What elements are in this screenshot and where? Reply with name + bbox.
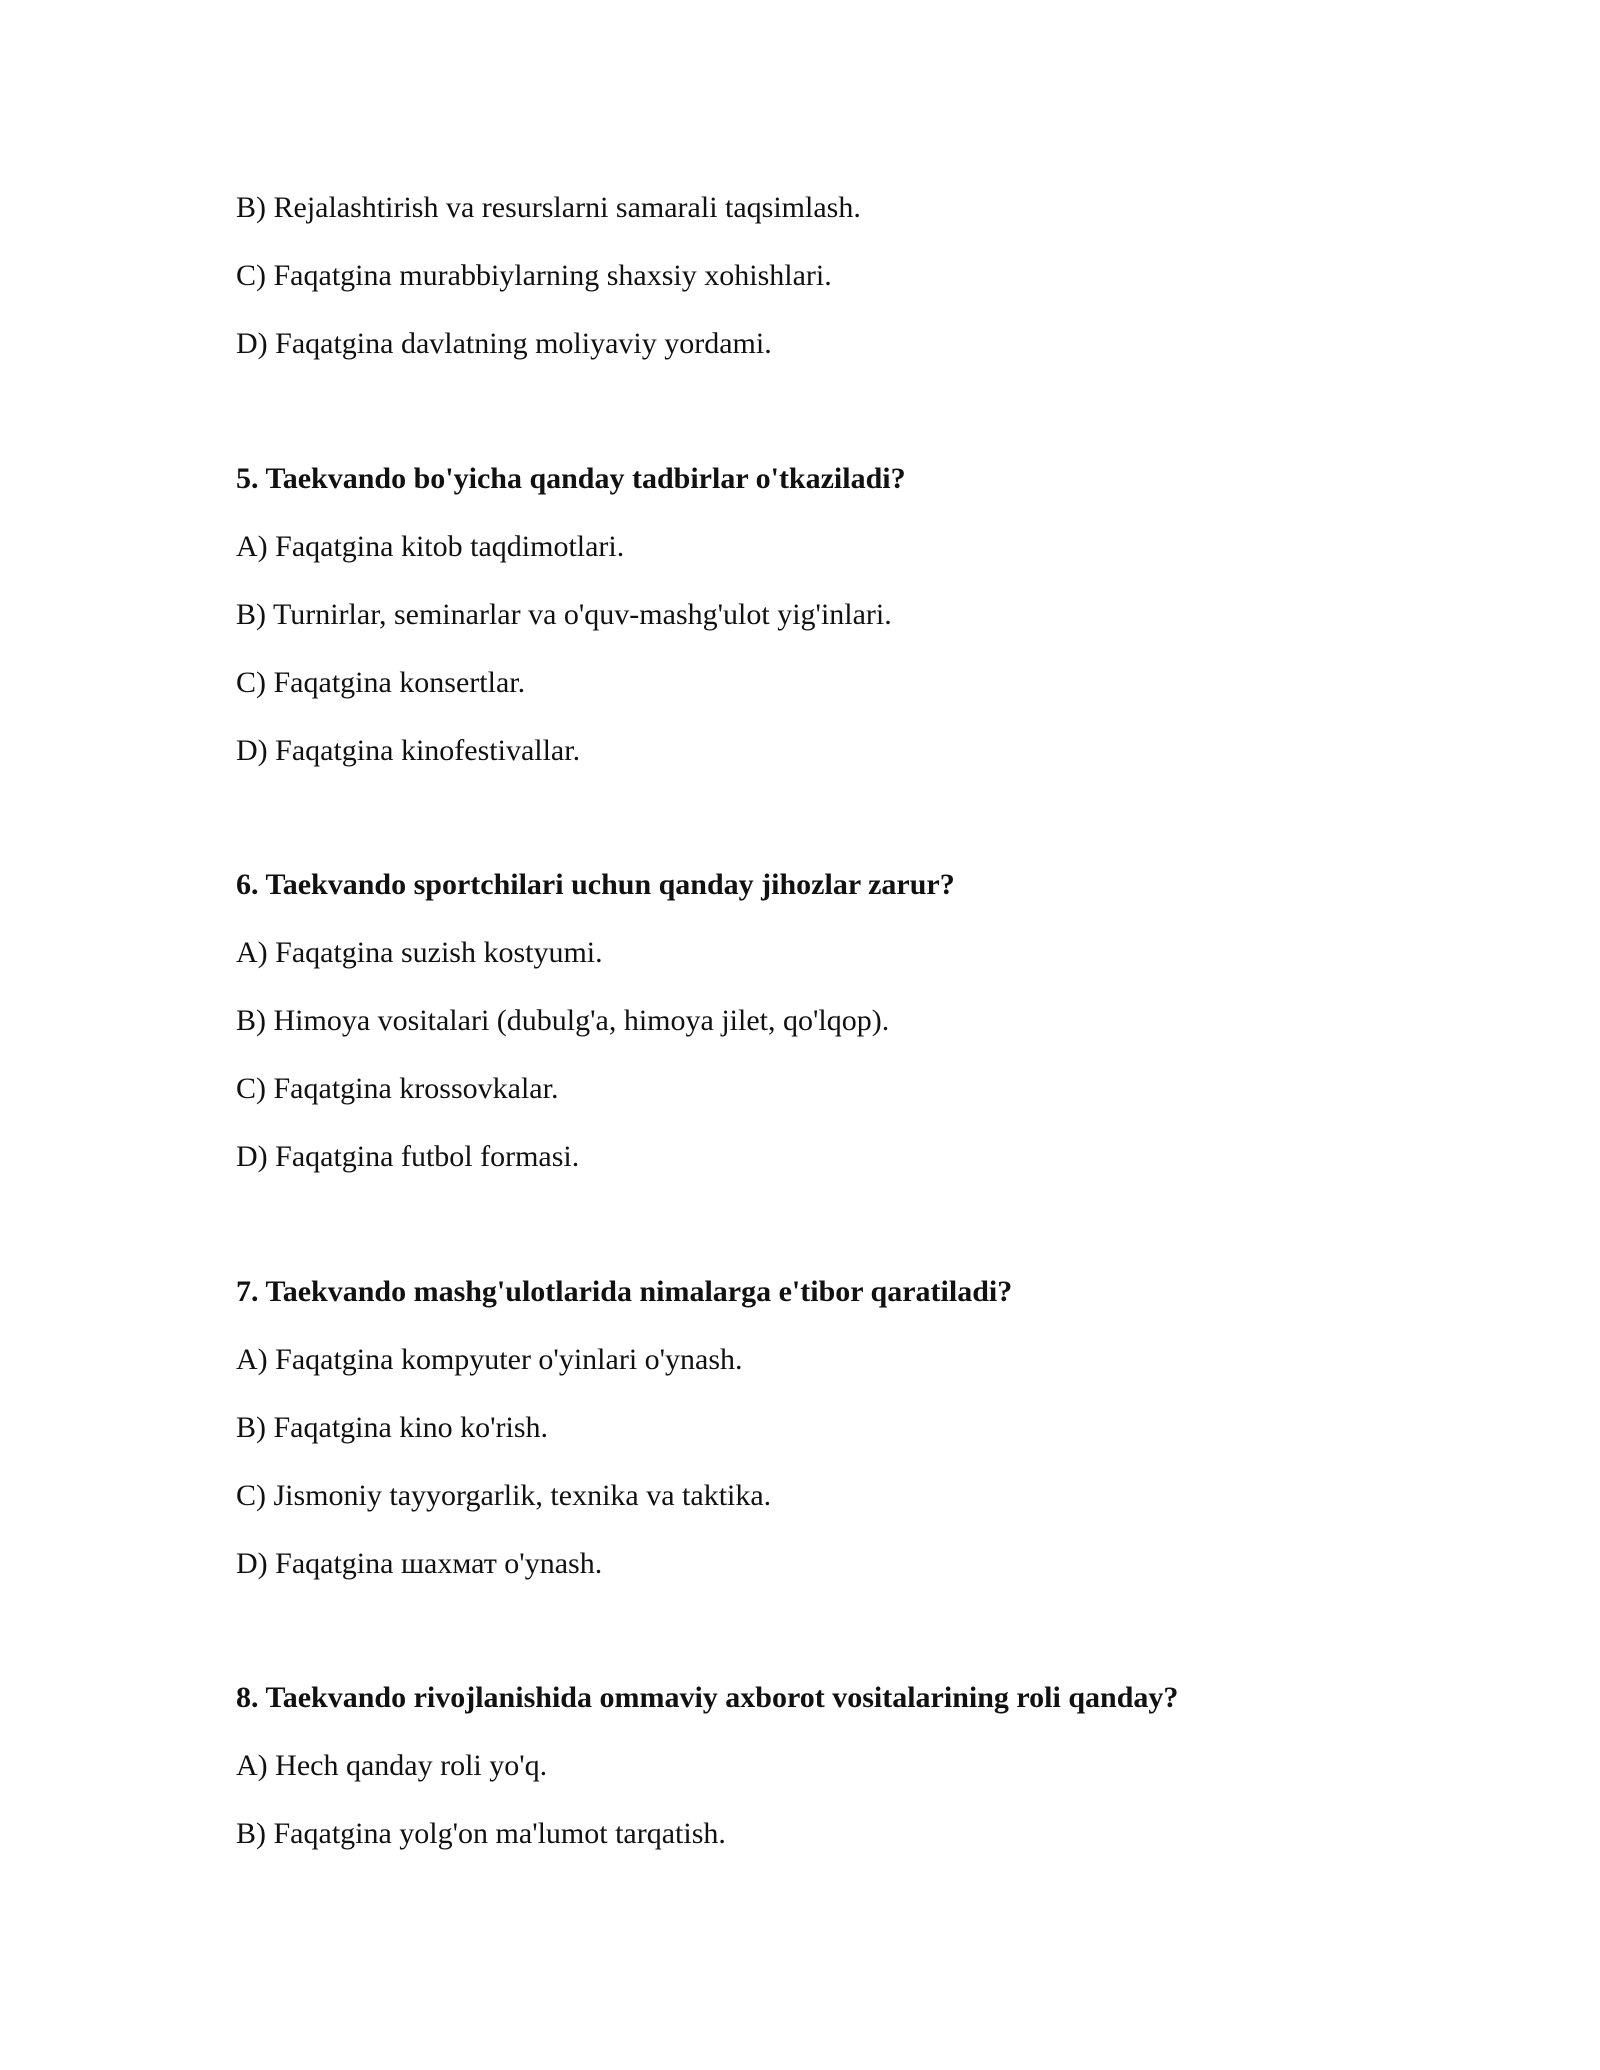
option-7b: B) Faqatgina kino ko'rish. <box>236 1411 549 1444</box>
option-5b: B) Turnirlar, seminarlar va o'quv-mashg'ulot yig'inlari. <box>236 598 892 631</box>
question-6: 6. Taekvando sportchilari uchun qanday jihozlar zarur? <box>236 868 955 901</box>
option-5d: D) Faqatgina kinofestivallar. <box>236 734 581 767</box>
option-5c: C) Faqatgina konsertlar. <box>236 666 526 699</box>
option-8a: A) Hech qanday roli yo'q. <box>236 1749 548 1782</box>
question-5: 5. Taekvando bo'yicha qanday tadbirlar o'tkaziladi? <box>236 462 906 495</box>
question-8: 8. Taekvando rivojlanishida ommaviy axborot vositalarining roli qanday? <box>236 1681 1179 1714</box>
option-5a: A) Faqatgina kitob taqdimotlari. <box>236 530 625 563</box>
option-6c: C) Faqatgina krossovkalar. <box>236 1072 559 1105</box>
option-7c: C) Jismoniy tayyorgarlik, texnika va taktika. <box>236 1479 772 1512</box>
option-4b: B) Rejalashtirish va resurslarni samarali taqsimlash. <box>236 191 861 224</box>
option-4d: D) Faqatgina davlatning moliyaviy yordami. <box>236 327 772 360</box>
option-6a: A) Faqatgina suzish kostyumi. <box>236 936 603 969</box>
option-6d: D) Faqatgina futbol formasi. <box>236 1140 580 1173</box>
option-6b: B) Himoya vositalari (dubulg'a, himoya jilet, qo'lqop). <box>236 1004 890 1037</box>
option-7a: A) Faqatgina kompyuter o'yinlari o'ynash. <box>236 1343 743 1376</box>
option-4c: C) Faqatgina murabbiylarning shaxsiy xohishlari. <box>236 259 832 292</box>
question-7: 7. Taekvando mashg'ulotlarida nimalarga e'tibor qaratiladi? <box>236 1275 1013 1308</box>
option-8b: B) Faqatgina yolg'on ma'lumot tarqatish. <box>236 1817 726 1850</box>
option-7d: D) Faqatgina шахмат o'ynash. <box>236 1547 603 1580</box>
